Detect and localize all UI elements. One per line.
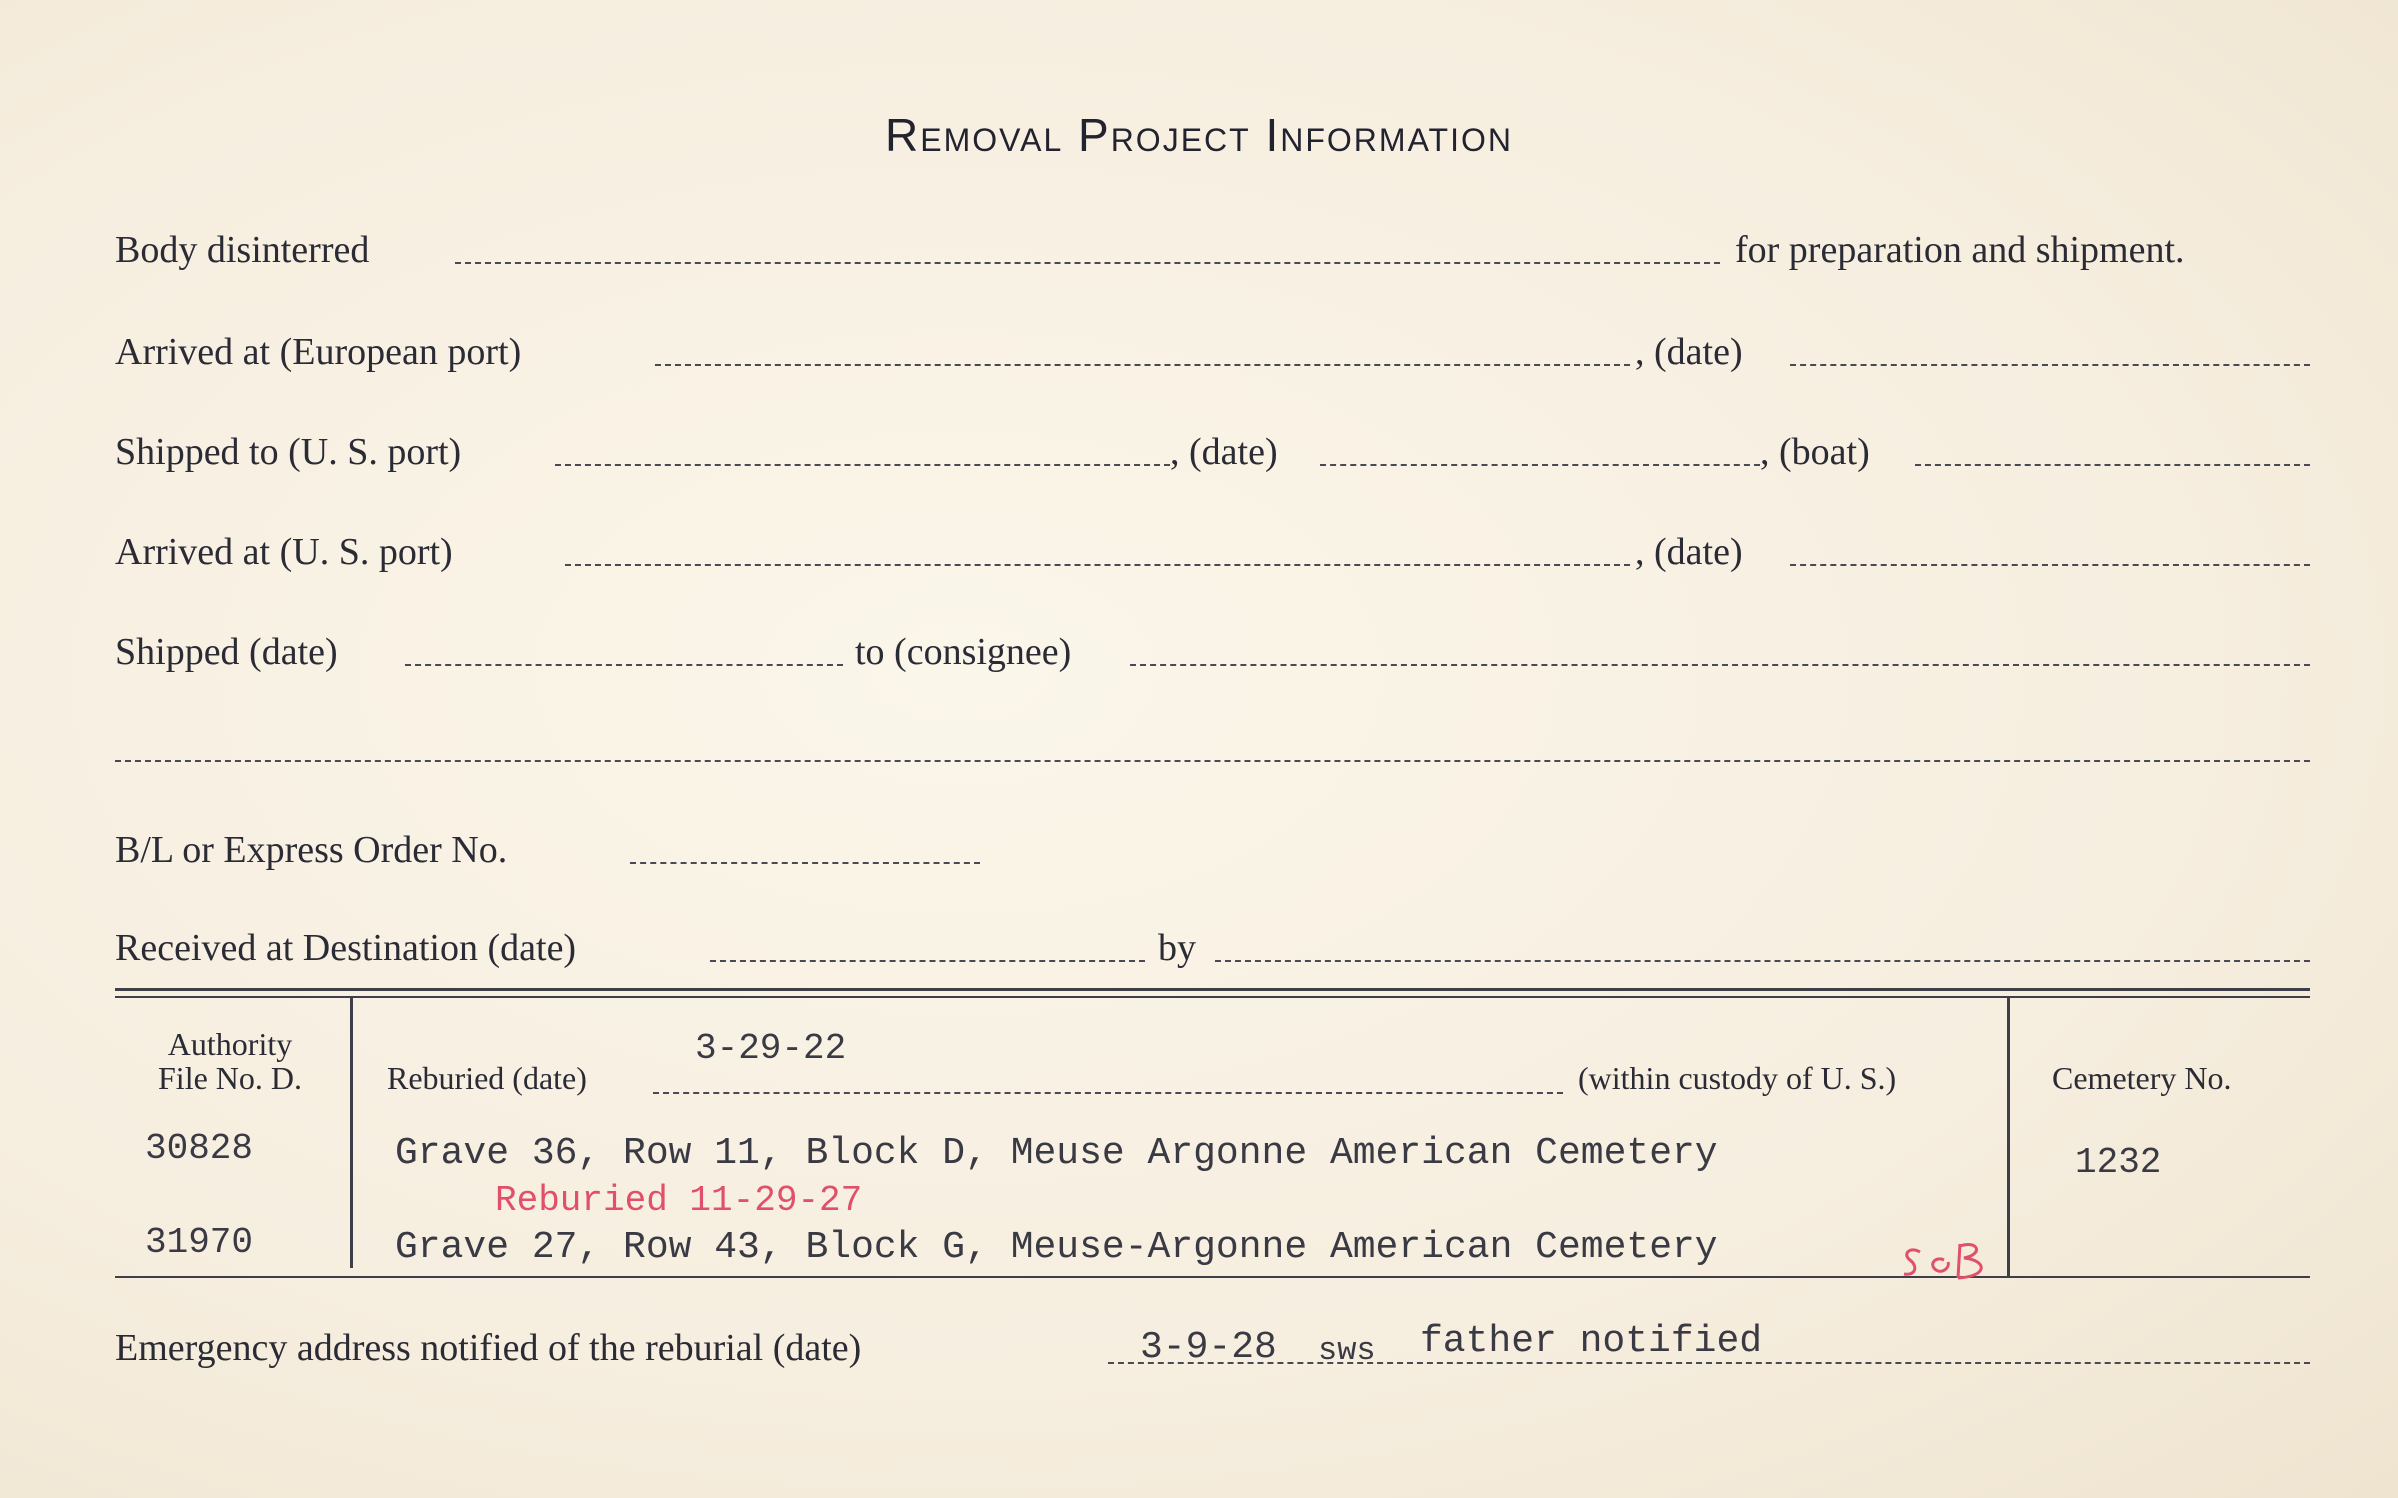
- received-by-line: [1215, 960, 2310, 962]
- preparation-label: for preparation and shipment.: [1735, 229, 2185, 271]
- boat-line: [1915, 464, 2310, 466]
- handwritten-initials-mark: [1898, 1238, 1998, 1284]
- cemetery-no-header: Cemetery No.: [2052, 1060, 2232, 1096]
- emergency-note: father notified: [1420, 1320, 1763, 1363]
- table-top-rule: [115, 988, 2310, 991]
- arrived-date-line: [1790, 564, 2310, 566]
- boat-label: , (boat): [1760, 431, 1870, 473]
- reburied-date: 3-29-22: [695, 1028, 847, 1069]
- file-no-2: 31970: [145, 1222, 254, 1263]
- shipped-date-row-line: [405, 664, 843, 666]
- reburied-label: Reburied (date): [387, 1060, 587, 1096]
- received-destination-label: Received at Destination (date): [115, 927, 577, 969]
- emergency-initials: sws: [1318, 1332, 1376, 1369]
- reburied-line: [653, 1092, 1563, 1094]
- reburied-note: Reburied 11-29-27: [495, 1180, 863, 1221]
- consignee-line: [1130, 664, 2310, 666]
- shipped-to-us-port-label: Shipped to (U. S. port): [115, 431, 462, 473]
- blank-line: [115, 760, 2310, 762]
- arrived-european-port-label: Arrived at (European port): [115, 331, 522, 373]
- arrived-us-port-label: Arrived at (U. S. port): [115, 531, 453, 573]
- by-label: by: [1158, 927, 1196, 969]
- grave-line-2: Grave 27, Row 43, Block G, Meuse-Argonne American Cemetery: [395, 1226, 1718, 1269]
- arrived-date-label: , (date): [1635, 531, 1743, 573]
- table-divider-left: [350, 998, 353, 1268]
- body-disinterred-line: [455, 262, 1720, 264]
- us-port-line: [555, 464, 1170, 466]
- body-disinterred-label: Body disinterred: [115, 229, 370, 271]
- arrived-us-port-line: [565, 564, 1630, 566]
- european-date-label: , (date): [1635, 331, 1743, 373]
- emergency-date: 3-9-28: [1140, 1326, 1277, 1369]
- bl-express-label: B/L or Express Order No.: [115, 829, 508, 871]
- received-date-line: [710, 960, 1145, 962]
- file-no-header: File No. D.: [158, 1060, 302, 1096]
- european-date-line: [1790, 364, 2310, 366]
- bl-express-line: [630, 862, 980, 864]
- consignee-label: to (consignee): [855, 631, 1072, 673]
- european-port-line: [655, 364, 1630, 366]
- shipped-date-line: [1320, 464, 1760, 466]
- authority-header: Authority: [167, 1026, 293, 1062]
- cemetery-no: 1232: [2075, 1142, 2162, 1183]
- card-title: Removal Project Information: [885, 109, 1513, 161]
- emergency-label: Emergency address notified of the reburial (date): [115, 1327, 862, 1369]
- table-top-rule-2: [115, 996, 2310, 998]
- custody-label: (within custody of U. S.): [1578, 1060, 1897, 1096]
- shipped-date-row-label: Shipped (date): [115, 631, 338, 673]
- file-no-1: 30828: [145, 1128, 254, 1169]
- grave-line-1: Grave 36, Row 11, Block D, Meuse Argonne American Cemetery: [395, 1132, 1718, 1175]
- shipped-date-label: , (date): [1170, 431, 1278, 473]
- table-divider-right: [2007, 998, 2010, 1276]
